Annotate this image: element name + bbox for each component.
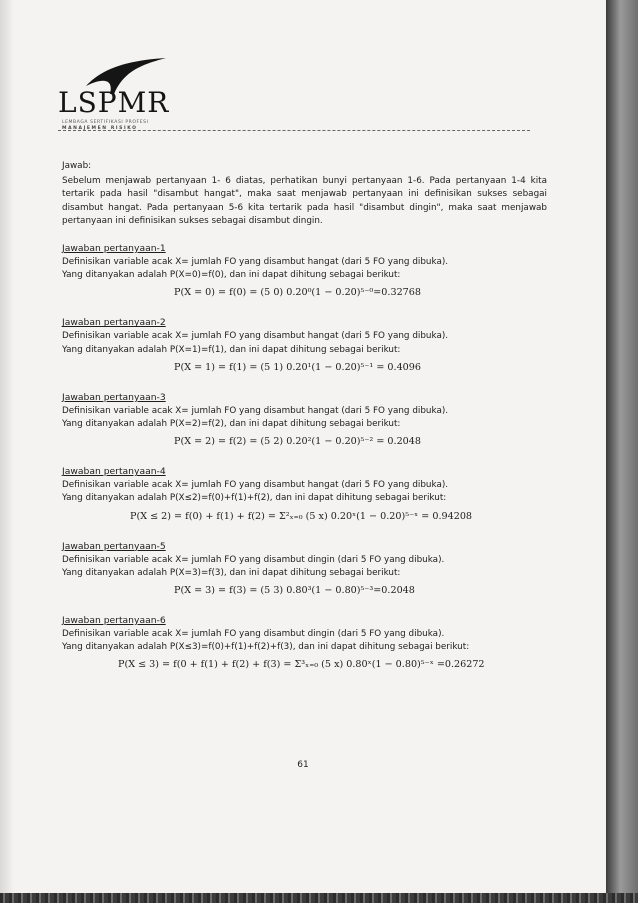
logo-text: LSPMR <box>58 86 170 119</box>
answer-asked: Yang ditanyakan adalah P(X=0)=f(0), dan ini dapat dihitung sebagai berikut: <box>62 270 401 281</box>
book-edge-shadow <box>606 0 638 903</box>
logo-subtitle-1: LEMBAGA SERTIFIKASI PROFESI <box>62 120 149 125</box>
page-content <box>62 160 547 674</box>
scan-bottom-strip <box>0 893 638 903</box>
answer-4 <box>62 465 547 525</box>
answer-asked: Yang ditanyakan adalah P(X≤2)=f(0)+f(1)+f(2), dan ini dapat dihitung sebagai berikut: <box>62 493 447 504</box>
answer-definition: Definisikan variable acak X= jumlah FO yang disambut hangat (dari 5 FO yang dibuka). <box>62 405 449 416</box>
answer-asked: Yang ditanyakan adalah P(X≤3)=f(0)+f(1)+f(2)+f(3), dan ini dapat dihitung sebagai berikut: <box>62 642 470 653</box>
answer-title: Jawaban pertanyaan-6 <box>62 615 166 627</box>
intro-paragraph: Sebelum menjawab pertanyaan 1- 6 diatas, perhatikan bunyi pertanyaan 1-6. Pada pertanyaan 1-4 kita tertarik pada hasil "disambut hangat", maka saat menjawab pertanyaan ini definisikan sukses sebagai disambut hangat. Pada pertanyaan 5-6 kita tertarik pada hasil "disambut dingin", maka saat menjawab pertanyaan ini definisikan sukses sebagai disambut dingin. <box>62 176 547 226</box>
intro-label: Jawab: <box>62 161 92 171</box>
answer-2 <box>62 316 547 376</box>
answer-1 <box>62 242 547 302</box>
answer-formula: P(X ≤ 3) = f(0 + f(1) + f(2) + f(3) = Σ³ₓ₌₀ (5 x) 0.80ˣ(1 − 0.80)⁵⁻ˣ =0.26272 <box>118 659 485 671</box>
page-number: 61 <box>297 760 309 770</box>
answer-formula: P(X = 0) = f(0) = (5 0) 0.20⁰(1 − 0.20)⁵⁻⁰=0.32768 <box>174 287 421 299</box>
answer-title: Jawaban pertanyaan-1 <box>62 243 166 255</box>
answer-definition: Definisikan variable acak X= jumlah FO yang disambut hangat (dari 5 FO yang dibuka). <box>62 480 449 491</box>
answer-6 <box>62 614 547 674</box>
answer-3 <box>62 391 547 451</box>
answer-definition: Definisikan variable acak X= jumlah FO yang disambut dingin (dari 5 FO yang dibuka). <box>62 629 445 640</box>
answer-title: Jawaban pertanyaan-2 <box>62 317 166 329</box>
answer-formula: P(X = 1) = f(1) = (5 1) 0.20¹(1 − 0.20)⁵⁻¹ = 0.4096 <box>174 361 421 373</box>
answer-definition: Definisikan variable acak X= jumlah FO yang disambut hangat (dari 5 FO yang dibuka). <box>62 331 449 342</box>
answer-formula: P(X = 3) = f(3) = (5 3) 0.80³(1 − 0.80)⁵⁻³=0.2048 <box>174 585 415 597</box>
answer-title: Jawaban pertanyaan-4 <box>62 466 166 478</box>
answer-title: Jawaban pertanyaan-3 <box>62 391 166 403</box>
answer-asked: Yang ditanyakan adalah P(X=1)=f(1), dan ini dapat dihitung sebagai berikut: <box>62 344 401 355</box>
answer-title: Jawaban pertanyaan-5 <box>62 540 166 552</box>
header-divider <box>58 130 530 131</box>
answer-formula: P(X = 2) = f(2) = (5 2) 0.20²(1 − 0.20)⁵⁻² = 0.2048 <box>174 436 421 448</box>
logo-subtitle-2: MANAJEMEN RISIKO <box>62 126 138 131</box>
answer-formula: P(X ≤ 2) = f(0) + f(1) + f(2) = Σ²ₓ₌₀ (5 x) 0.20ˣ(1 − 0.20)⁵⁻ˣ = 0.94208 <box>130 510 473 522</box>
answer-5 <box>62 540 547 600</box>
answer-asked: Yang ditanyakan adalah P(X=2)=f(2), dan ini dapat dihitung sebagai berikut: <box>62 419 401 430</box>
lspmr-logo <box>58 56 198 146</box>
answer-asked: Yang ditanyakan adalah P(X=3)=f(3), dan ini dapat dihitung sebagai berikut: <box>62 567 401 578</box>
answer-definition: Definisikan variable acak X= jumlah FO yang disambut hangat (dari 5 FO yang dibuka). <box>62 257 449 268</box>
answer-definition: Definisikan variable acak X= jumlah FO yang disambut dingin (dari 5 FO yang dibuka). <box>62 554 445 565</box>
